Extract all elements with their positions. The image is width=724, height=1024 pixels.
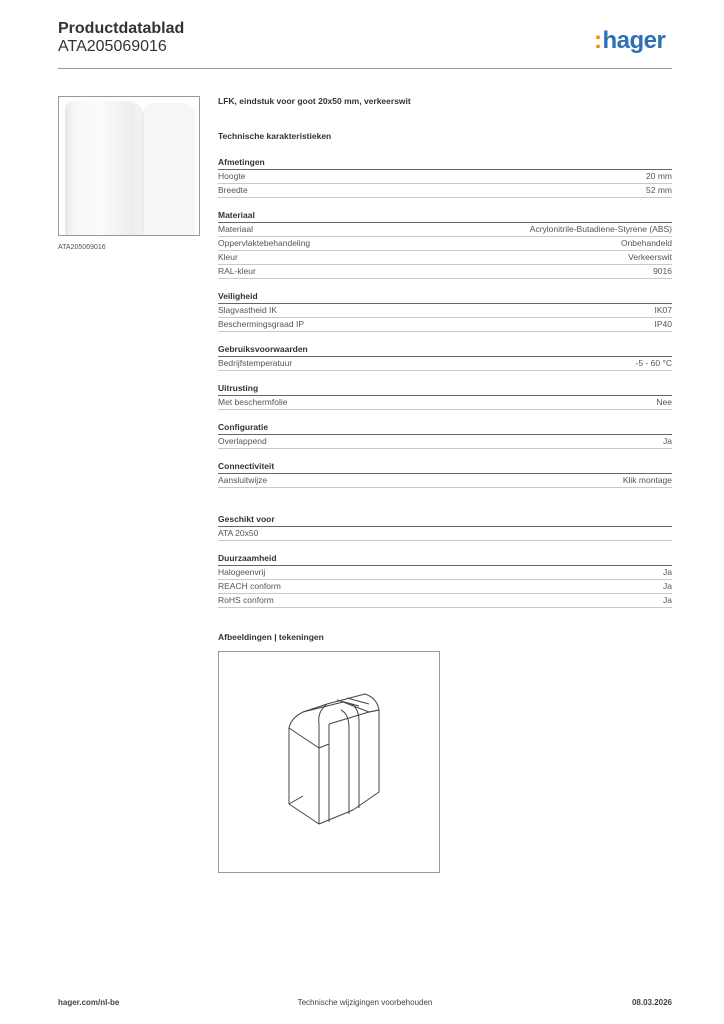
spec-section bbox=[218, 344, 672, 371]
spec-value: Acrylonitrile-Butadiene-Styrene (ABS) bbox=[529, 224, 672, 234]
section-heading: Connectiviteit bbox=[218, 461, 672, 474]
spec-label: Overlappend bbox=[218, 436, 267, 446]
spec-value: Verkeerswit bbox=[628, 252, 672, 262]
spec-row bbox=[218, 251, 672, 265]
spec-value: Ja bbox=[663, 436, 672, 446]
spec-section bbox=[218, 422, 672, 449]
spec-value: Klik montage bbox=[622, 475, 672, 485]
spec-label: Kleur bbox=[218, 252, 238, 262]
footer-notice: Technische wijzigingen voorbehouden bbox=[297, 998, 433, 1007]
spec-label: Halogeenvrij bbox=[218, 567, 266, 577]
spec-label: RAL-kleur bbox=[218, 266, 256, 276]
spec-section bbox=[218, 553, 672, 608]
spec-sections bbox=[218, 157, 672, 608]
spec-label: REACH conform bbox=[218, 581, 281, 591]
end-cap-drawing bbox=[219, 652, 441, 874]
spec-section bbox=[218, 383, 672, 410]
spec-label: Hoogte bbox=[218, 171, 246, 181]
spec-row bbox=[218, 170, 672, 184]
spec-label: Materiaal bbox=[218, 224, 253, 234]
spec-label: Breedte bbox=[218, 185, 248, 195]
logo-text: hager bbox=[602, 27, 666, 54]
logo-dots: : bbox=[594, 27, 602, 54]
spec-row bbox=[218, 304, 672, 318]
images-heading: Afbeeldingen | tekeningen bbox=[218, 632, 324, 642]
spec-content bbox=[218, 96, 672, 642]
spec-label: Aansluitwijze bbox=[218, 475, 268, 485]
section-heading: Materiaal bbox=[218, 210, 672, 223]
spec-section bbox=[218, 291, 672, 332]
spec-row bbox=[218, 318, 672, 332]
spec-value: Ja bbox=[663, 581, 672, 591]
header-divider bbox=[58, 68, 672, 69]
spec-row bbox=[218, 396, 672, 410]
spec-label: Oppervlaktebehandeling bbox=[218, 238, 311, 248]
spec-row bbox=[218, 474, 672, 488]
spec-value: Onbehandeld bbox=[620, 238, 672, 248]
spec-value: Ja bbox=[663, 595, 672, 605]
section-heading: Gebruiksvoorwaarden bbox=[218, 344, 672, 357]
spec-label: Slagvastheid IK bbox=[218, 305, 278, 315]
section-heading: Configuratie bbox=[218, 422, 672, 435]
spec-row bbox=[218, 357, 672, 371]
spec-section bbox=[218, 210, 672, 279]
page-title: Productdatablad bbox=[58, 20, 185, 37]
spec-section bbox=[218, 461, 672, 488]
section-heading: Uitrusting bbox=[218, 383, 672, 396]
spec-row bbox=[218, 580, 672, 594]
spec-value: IK07 bbox=[654, 305, 672, 315]
spec-value: 20 mm bbox=[646, 171, 672, 181]
product-photo bbox=[59, 97, 200, 236]
spec-label: Met beschermfolie bbox=[218, 397, 288, 407]
spec-value: 9016 bbox=[653, 266, 672, 276]
section-heading: Geschikt voor bbox=[218, 514, 672, 527]
spec-value: 52 mm bbox=[646, 185, 672, 195]
footer-date: 08.03.2026 bbox=[631, 998, 672, 1007]
section-heading: Afmetingen bbox=[218, 157, 672, 170]
spec-value: Ja bbox=[663, 567, 672, 577]
spec-row bbox=[218, 184, 672, 198]
spec-section bbox=[218, 157, 672, 198]
spec-value: IP40 bbox=[654, 319, 672, 329]
spec-row bbox=[218, 435, 672, 449]
product-thumbnail bbox=[58, 96, 200, 236]
thumbnail-caption: ATA205069016 bbox=[58, 244, 106, 251]
technical-drawing bbox=[218, 651, 440, 873]
section-heading: Veiligheid bbox=[218, 291, 672, 304]
footer-website-link[interactable]: hager.com/nl-be bbox=[58, 998, 120, 1007]
spec-label: RoHS conform bbox=[218, 595, 274, 605]
spec-value: -5 - 60 °C bbox=[635, 358, 672, 368]
tech-heading: Technische karakteristieken bbox=[218, 131, 332, 141]
spec-section bbox=[218, 514, 672, 541]
spec-row bbox=[218, 265, 672, 279]
product-description: LFK, eindstuk voor goot 20x50 mm, verkeerswit bbox=[218, 96, 411, 106]
product-code: ATA205069016 bbox=[58, 38, 167, 55]
spec-row bbox=[218, 237, 672, 251]
spec-row bbox=[218, 527, 672, 541]
hager-logo bbox=[594, 27, 665, 55]
spec-value: Nee bbox=[656, 397, 672, 407]
spec-row bbox=[218, 566, 672, 580]
spec-row bbox=[218, 594, 672, 608]
spec-label: Bedrijfstemperatuur bbox=[218, 358, 293, 368]
section-heading: Duurzaamheid bbox=[218, 553, 672, 566]
spec-label: Beschermingsgraad IP bbox=[218, 319, 304, 329]
spec-label: ATA 20x50 bbox=[218, 528, 259, 538]
spec-row bbox=[218, 223, 672, 237]
